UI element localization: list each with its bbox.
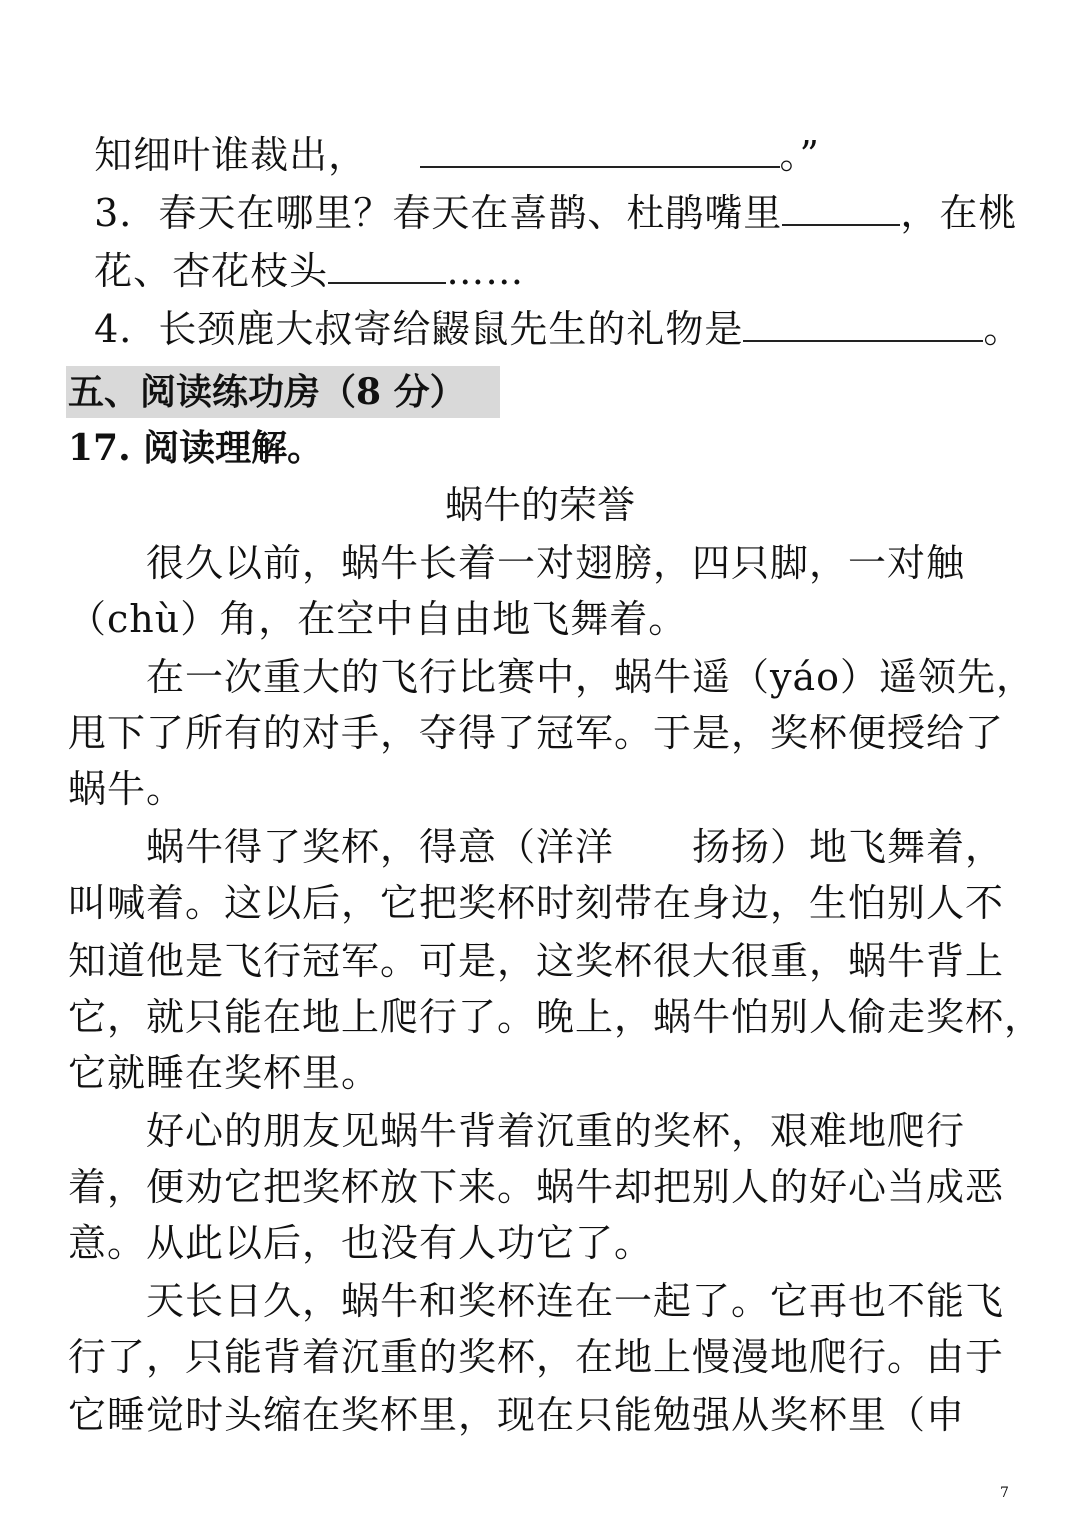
question-17-title: 17. 阅读理解。	[68, 427, 324, 469]
story-line: 行了，只能背着沉重的奖杯，在地上慢漫地爬行。由于	[68, 1335, 1005, 1379]
story-line: 意。从此以后，也没有人功它了。	[68, 1221, 654, 1265]
story-line: 它睡觉时头缩在奖杯里，现在只能勉强从奖杯里（申	[68, 1393, 966, 1437]
question-4-end: 。	[983, 307, 1023, 351]
question-3-label: 3．	[94, 191, 159, 235]
story-line: 蜗牛。	[68, 767, 186, 811]
story-line: 好心的朋友见蜗牛背着沉重的奖杯，艰难地爬行	[68, 1109, 966, 1153]
story-line: 在一次重大的飞行比赛中，蜗牛遥（yáo）遥领先，	[68, 655, 1036, 699]
question-4-label: 4．	[94, 307, 159, 351]
story-line: 叫喊着。这以后，它把奖杯时刻带在身边，生怕别人不	[68, 881, 1005, 925]
story-title: 蜗牛的荣誉	[444, 483, 635, 527]
answer-blank[interactable]	[782, 190, 900, 226]
story-line: 着，便劝它把奖杯放下来。蜗牛却把别人的好心当成恶	[68, 1165, 1005, 1209]
section-header-text: 五、阅读练功房（8 分）	[68, 371, 466, 413]
ellipsis: ……	[446, 249, 525, 293]
story-line: 它就睡在奖杯里。	[68, 1051, 381, 1095]
story-line: （chù）角，在空中自由地飞舞着。	[68, 597, 688, 641]
question-3-text-line2: 花、杏花枝头	[94, 249, 329, 293]
page-number: 7	[1000, 1485, 1009, 1501]
section-header	[66, 366, 500, 418]
poem-line-text: 知细叶谁裁出，	[94, 133, 368, 177]
question-4-text: 长颈鹿大叔寄给鼹鼠先生的礼物是	[158, 307, 744, 351]
story-line: 天长日久，蜗牛和奖杯连在一起了。它再也不能飞	[68, 1279, 1005, 1323]
question-4-line	[68, 254, 1022, 354]
story-line: 蜗牛得了奖杯，得意（洋洋 扬扬）地飞舞着，	[68, 825, 1005, 869]
story-line: 它，就只能在地上爬行了。晚上，蜗牛怕别人偷走奖杯，	[68, 995, 1044, 1039]
answer-blank[interactable]	[743, 306, 983, 342]
story-line: 知道他是飞行冠军。可是，这奖杯很大很重，蜗牛背上	[68, 939, 1005, 983]
question-3-text-cont: ，在桃	[900, 191, 1018, 235]
question-3-text: 春天在哪里？春天在喜鹊、杜鹃嘴里	[158, 191, 783, 235]
poem-line-end: 。”	[779, 133, 820, 177]
story-line: 甩下了所有的对手，夺得了冠军。于是，奖杯便授给了	[68, 711, 1005, 755]
story-line: 很久以前，蜗牛长着一对翅膀，四只脚，一对触	[68, 541, 966, 585]
